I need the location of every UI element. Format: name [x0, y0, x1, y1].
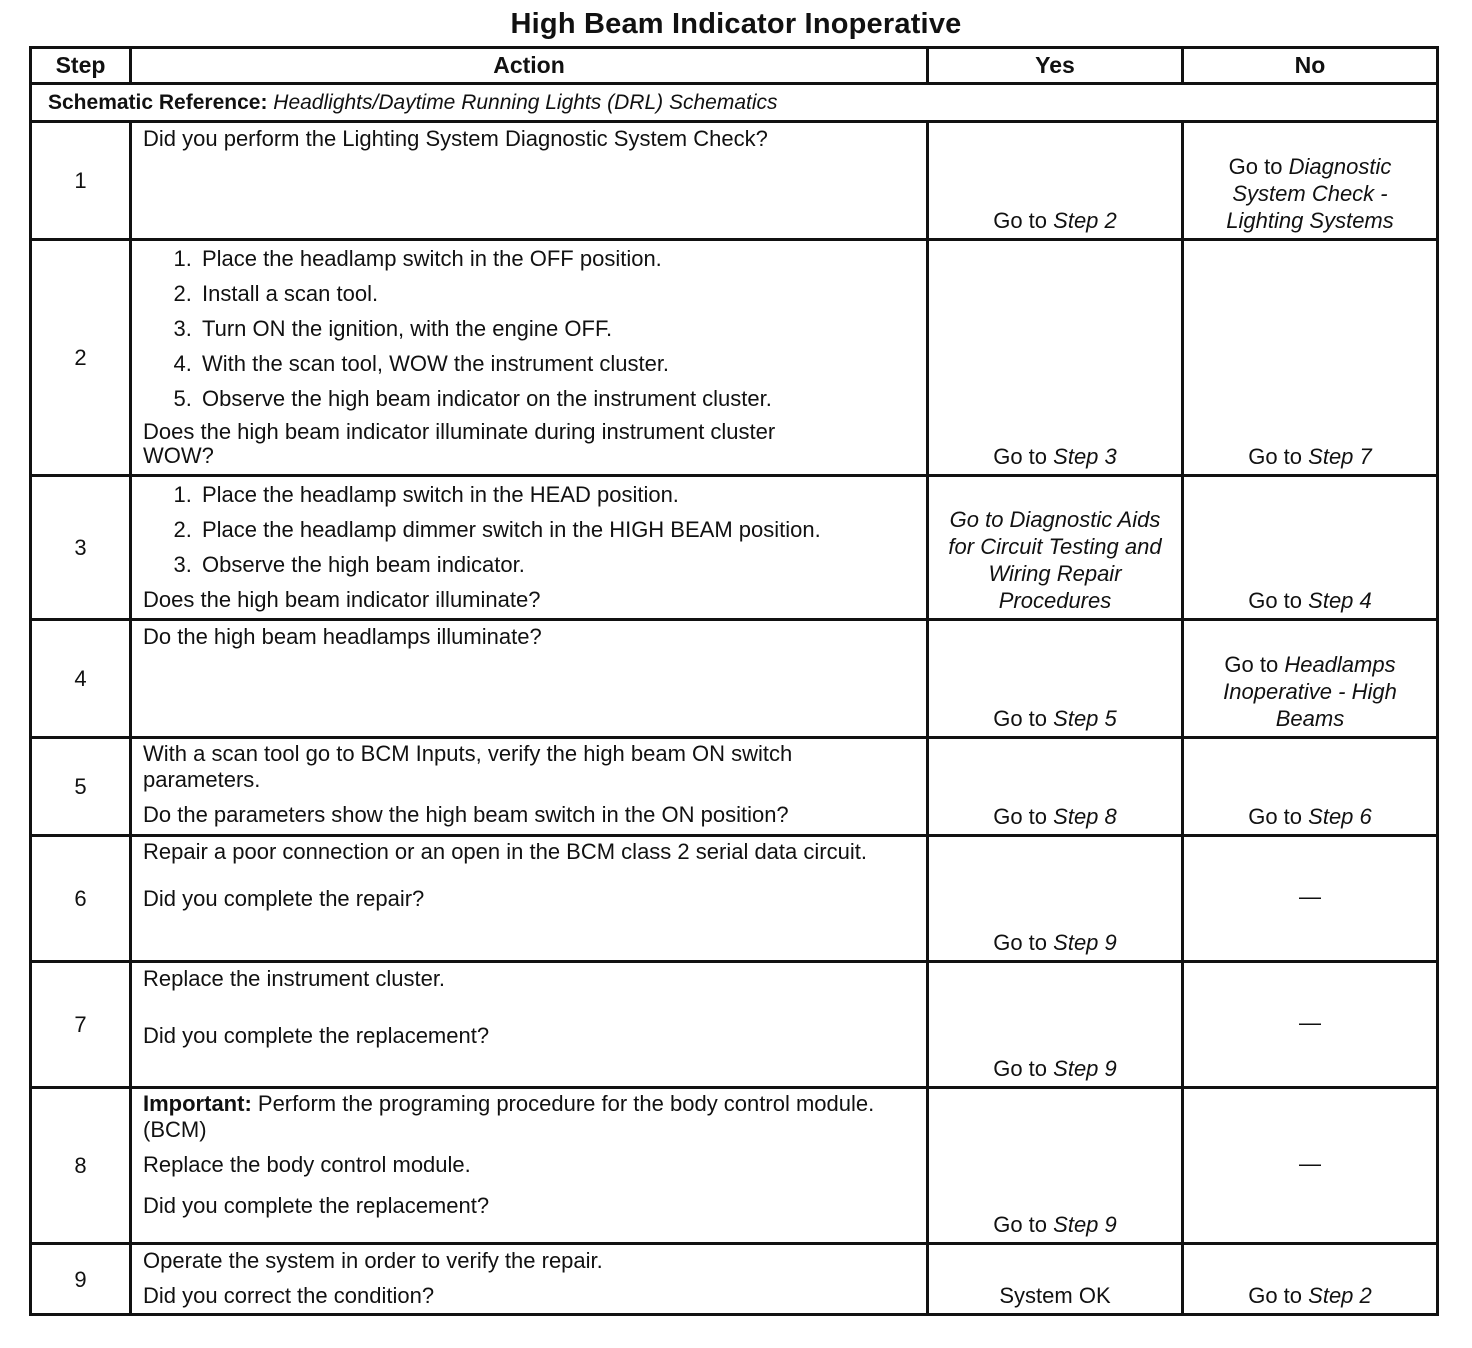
substep: 3. Observe the high beam indicator.	[198, 551, 916, 578]
no-cell	[1183, 240, 1438, 476]
schematic-reference-row	[31, 84, 1438, 122]
no-cell	[1183, 122, 1438, 240]
no-link[interactable]: Step 2	[1308, 1283, 1372, 1308]
no-dash: —	[1299, 1151, 1321, 1176]
substep: 1. Place the headlamp switch in the HEAD position.	[198, 481, 916, 508]
table-row	[31, 962, 1438, 1088]
yes-link[interactable]: Step 9	[1053, 1212, 1117, 1237]
yes-prefix: Go to	[993, 1056, 1048, 1081]
no-cell	[1183, 476, 1438, 620]
instruction-text: Replace the instrument cluster.	[143, 966, 446, 991]
yes-link[interactable]: Step 3	[1053, 444, 1117, 469]
instruction-text: Operate the system in order to verify the repair.	[143, 1248, 603, 1273]
diagnostic-table	[29, 46, 1439, 1316]
step-number: 6	[31, 836, 131, 962]
yes-link[interactable]: Go to Diagnostic Aids for Circuit Testing and Wiring Repair Procedures	[948, 507, 1162, 613]
substep-list	[143, 481, 916, 578]
table-row	[31, 738, 1438, 836]
no-prefix: Go to	[1228, 154, 1283, 179]
schematic-reference-label: Schematic Reference:	[48, 91, 268, 114]
no-prefix: Go to	[1248, 1283, 1303, 1308]
step-number: 2	[31, 240, 131, 476]
action-cell	[131, 122, 928, 240]
question-text: Did you perform the Lighting System Diagnostic System Check?	[143, 126, 768, 151]
action-column-header: Action	[131, 48, 928, 84]
no-link[interactable]: Step 6	[1308, 804, 1372, 829]
table-row	[31, 1244, 1438, 1315]
substep: 4. With the scan tool, WOW the instrument cluster.	[198, 350, 916, 377]
instruction-text: Replace the body control module.	[143, 1152, 471, 1177]
yes-cell	[928, 1244, 1183, 1315]
yes-prefix: Go to	[993, 208, 1048, 233]
no-link[interactable]: Step 7	[1308, 444, 1372, 469]
action-cell	[131, 738, 928, 836]
no-prefix: Go to	[1248, 588, 1303, 613]
page-title: High Beam Indicator Inoperative	[510, 8, 962, 40]
table-row	[31, 476, 1438, 620]
substep: 3. Turn ON the ignition, with the engine OFF.	[198, 315, 916, 342]
no-prefix: Go to	[1248, 804, 1303, 829]
action-cell	[131, 1088, 928, 1244]
table-row	[31, 122, 1438, 240]
table-row	[31, 1088, 1438, 1244]
question-text: Did you correct the condition?	[143, 1283, 435, 1308]
substep-list	[143, 245, 916, 412]
step-column-header: Step	[31, 48, 131, 84]
instruction-text: Repair a poor connection or an open in the BCM class 2 serial data circuit.	[143, 839, 867, 864]
yes-prefix: Go to	[993, 1212, 1048, 1237]
important-label: Important:	[143, 1091, 252, 1116]
step-number: 1	[31, 122, 131, 240]
no-link[interactable]: Diagnostic System Check - Lighting Systems	[1226, 154, 1394, 233]
yes-link[interactable]: Step 5	[1053, 706, 1117, 731]
table-row	[31, 620, 1438, 738]
no-prefix: Go to	[1248, 444, 1303, 469]
action-cell	[131, 240, 928, 476]
question-text: Did you complete the repair?	[143, 886, 425, 911]
yes-link[interactable]: Step 2	[1053, 208, 1117, 233]
question-text: Do the high beam headlamps illuminate?	[143, 624, 542, 649]
schematic-reference-link[interactable]: Headlights/Daytime Running Lights (DRL) Schematics	[273, 91, 778, 114]
table-row	[31, 836, 1438, 962]
yes-cell	[928, 836, 1183, 962]
yes-cell	[928, 476, 1183, 620]
action-cell	[131, 476, 928, 620]
step-number: 3	[31, 476, 131, 620]
substep: 2. Place the headlamp dimmer switch in the HIGH BEAM position.	[198, 516, 916, 543]
instruction-text: With a scan tool go to BCM Inputs, verify the high beam ON switch parameters.	[143, 741, 793, 792]
question-text: Does the high beam indicator illuminate during instrument cluster WOW?	[143, 419, 776, 468]
yes-link[interactable]: Step 9	[1053, 930, 1117, 955]
yes-prefix: Go to	[993, 706, 1048, 731]
yes-cell	[928, 1088, 1183, 1244]
question-text: Do the parameters show the high beam switch in the ON position?	[143, 802, 789, 827]
no-link[interactable]: Step 4	[1308, 588, 1372, 613]
question-text: Does the high beam indicator illuminate?	[143, 587, 541, 612]
no-link[interactable]: Headlamps Inoperative - High Beams	[1223, 652, 1397, 731]
header-row	[31, 48, 1438, 84]
step-number: 7	[31, 962, 131, 1088]
substep: 2. Install a scan tool.	[198, 280, 916, 307]
yes-cell	[928, 122, 1183, 240]
action-cell	[131, 620, 928, 738]
yes-cell	[928, 962, 1183, 1088]
yes-link[interactable]: Step 8	[1053, 804, 1117, 829]
yes-cell	[928, 620, 1183, 738]
yes-prefix: Go to	[993, 804, 1048, 829]
yes-link[interactable]: Step 9	[1053, 1056, 1117, 1081]
step-number: 9	[31, 1244, 131, 1315]
step-number: 5	[31, 738, 131, 836]
table-row	[31, 240, 1438, 476]
step-number: 8	[31, 1088, 131, 1244]
no-cell	[1183, 620, 1438, 738]
substep: 5. Observe the high beam indicator on the instrument cluster.	[198, 385, 916, 412]
no-dash: —	[1299, 1010, 1321, 1035]
yes-cell	[928, 738, 1183, 836]
no-cell	[1183, 738, 1438, 836]
no-prefix: Go to	[1224, 652, 1279, 677]
yes-prefix: Go to	[993, 930, 1048, 955]
step-number: 4	[31, 620, 131, 738]
no-dash: —	[1299, 884, 1321, 909]
important-text: Perform the programing procedure for the body control module. (BCM)	[143, 1091, 875, 1142]
action-cell	[131, 1244, 928, 1315]
no-column-header: No	[1183, 48, 1438, 84]
no-cell	[1183, 962, 1438, 1088]
no-cell	[1183, 1244, 1438, 1315]
yes-prefix: Go to	[993, 444, 1048, 469]
question-text: Did you complete the replacement?	[143, 1193, 490, 1218]
yes-cell	[928, 240, 1183, 476]
yes-column-header: Yes	[928, 48, 1183, 84]
action-cell	[131, 836, 928, 962]
yes-result: System OK	[999, 1283, 1111, 1308]
substep: 1. Place the headlamp switch in the OFF position.	[198, 245, 916, 272]
no-cell	[1183, 836, 1438, 962]
action-cell	[131, 962, 928, 1088]
no-cell	[1183, 1088, 1438, 1244]
question-text: Did you complete the replacement?	[143, 1023, 490, 1048]
